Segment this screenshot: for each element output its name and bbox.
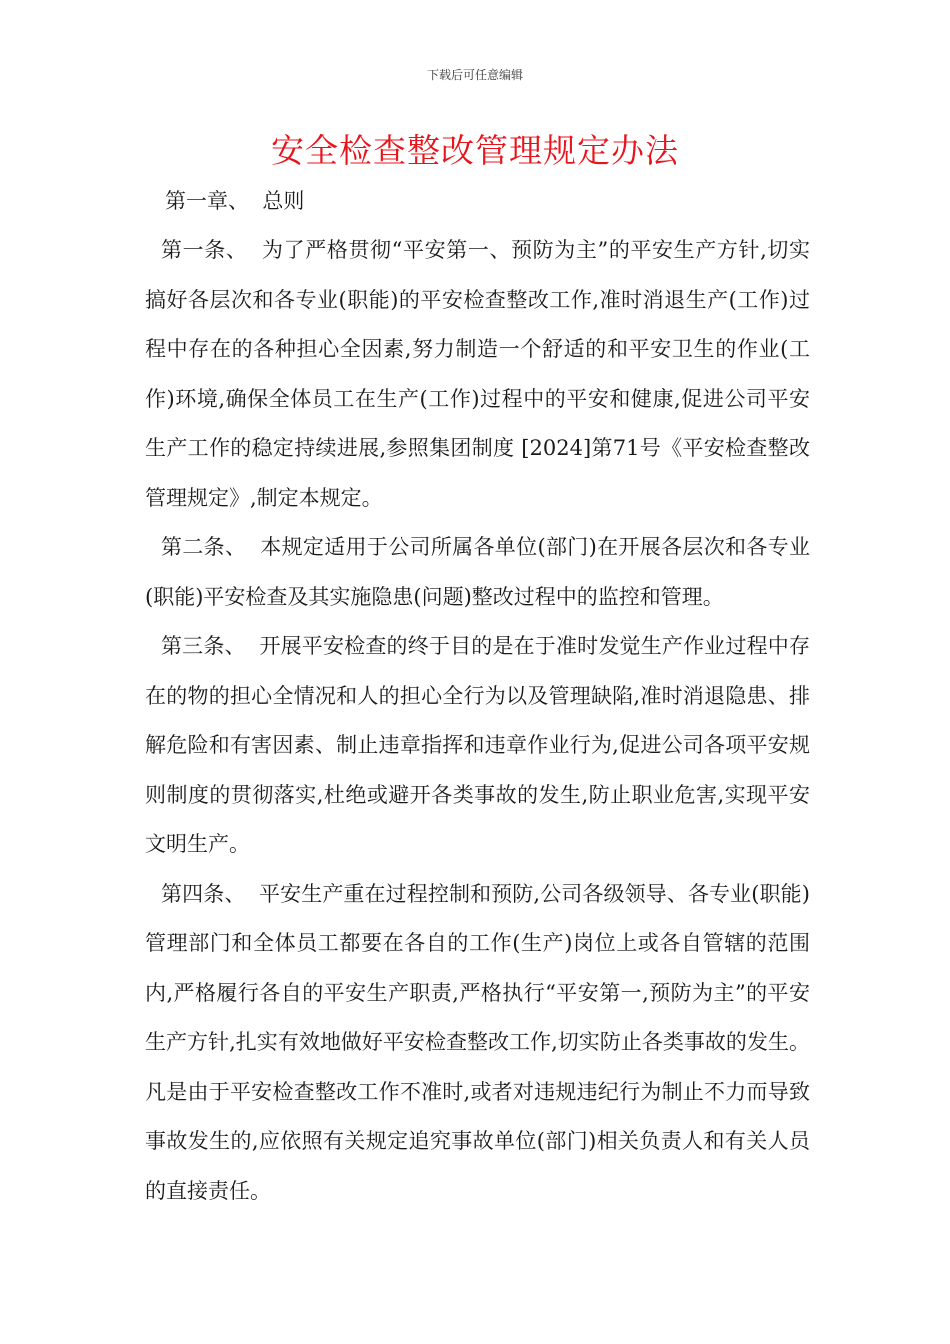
document-body: [145, 226, 810, 1216]
article-2-paragraph: 第二条、 本规定适用于公司所属各单位(部门)在开展各层次和各专业(职能)平安检查及其实施隐患(问题)整改过程中的监控和管理。: [145, 535, 810, 609]
chapter-heading: 第一章、 总则: [165, 189, 305, 213]
header-note: 下载后可任意编辑: [426, 68, 523, 82]
article-3-paragraph: 第三条、 开展平安检查的终于目的是在于准时发觉生产作业过程中存在的物的担心全情况和人的担心全行为以及管理缺陷,准时消退隐患、排解危险和有害因素、制止违章指挥和违章作业行为,促进公司各项平安规则制度的贯彻落实,杜绝或避开各类事故的发生,防止职业危害,实现平安文明生产。: [145, 634, 810, 856]
article-4-paragraph: 第四条、 平安生产重在过程控制和预防,公司各级领导、各专业(职能)管理部门和全体员工都要在各自的工作(生产)岗位上或各自管辖的范围内,严格履行各自的平安生产职责,严格执行“平安第一,预防为主”的平安生产方针,扎实有效地做好平安检查整改工作,切实防止各类事故的发生。凡是由于平安检查整改工作不准时,或者对违规违纪行为制止不力而导致事故发生的,应依照有关规定追究事故单位(部门)相关负责人和有关人员的直接责任。: [145, 881, 810, 1203]
document-title: 安全检查整改管理规定办法: [271, 131, 679, 170]
article-1-paragraph: 第一条、 为了严格贯彻“平安第一、预防为主”的平安生产方针,切实搞好各层次和各专业(职能)的平安检查整改工作,准时消退生产(工作)过程中存在的各种担心全因素,努力制造一个舒适的和平安卫生的作业(工作)环境,确保全体员工在生产(工作)过程中的平安和健康,促进公司平安生产工作的稳定持续进展,参照集团制度 [2024]第71号《平安检查整改管理规定》,制定本规定。: [145, 238, 810, 510]
